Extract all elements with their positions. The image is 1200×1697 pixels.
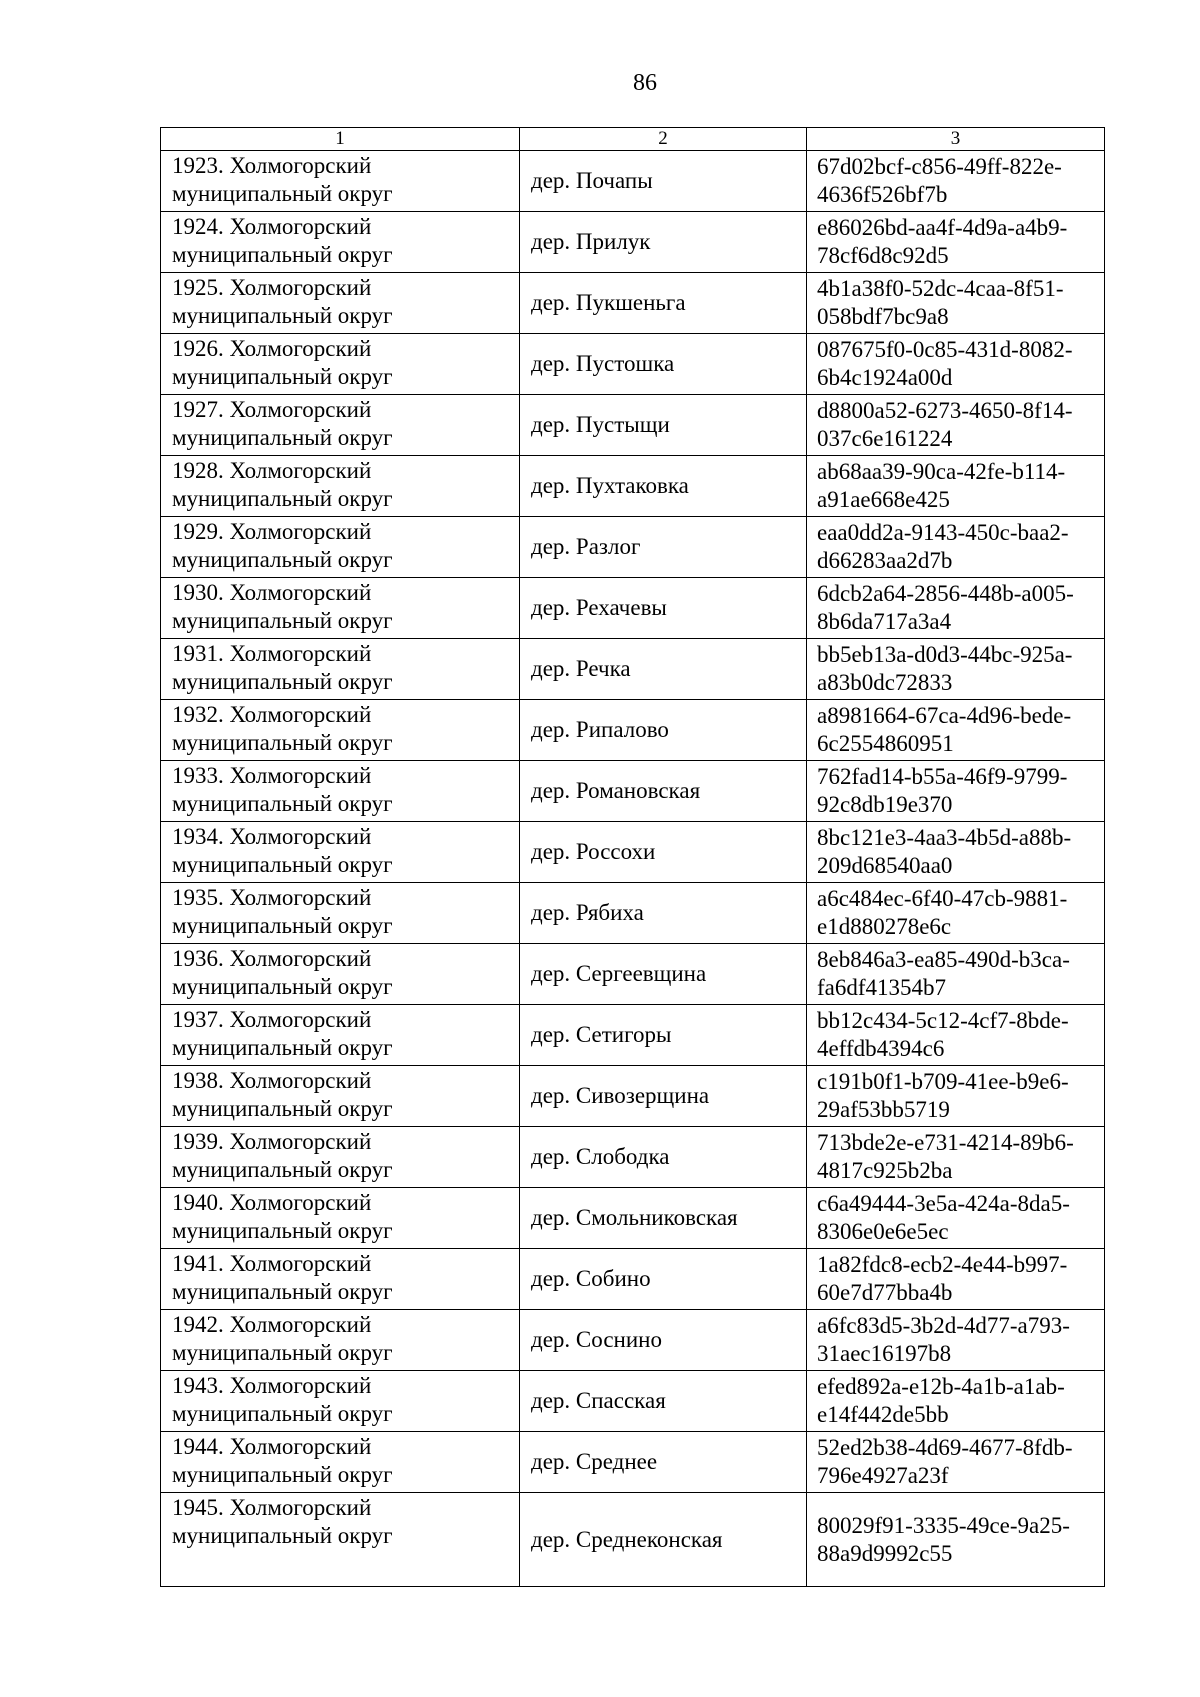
guid-cell: eaa0dd2a-9143-450c-baa2-d66283aa2d7b [807,517,1105,578]
column-header-3: 3 [807,128,1105,151]
municipality-cell: 1934. Холмогорский муниципальный округ [161,822,520,883]
guid-cell: 67d02bcf-c856-49ff-822e-4636f526bf7b [807,151,1105,212]
guid-cell: a6c484ec-6f40-47cb-9881-e1d880278e6c [807,883,1105,944]
municipality-cell: 1941. Холмогорский муниципальный округ [161,1249,520,1310]
municipality-cell: 1942. Холмогорский муниципальный округ [161,1310,520,1371]
municipality-cell: 1936. Холмогорский муниципальный округ [161,944,520,1005]
table-row [161,1432,1105,1493]
guid-cell: 8bc121e3-4aa3-4b5d-a88b-209d68540aa0 [807,822,1105,883]
settlement-cell: дер. Среднее [520,1432,807,1493]
municipality-cell: 1935. Холмогорский муниципальный округ [161,883,520,944]
guid-cell: 52ed2b38-4d69-4677-8fdb-796e4927a23f [807,1432,1105,1493]
settlement-cell: дер. Соснино [520,1310,807,1371]
settlement-cell: дер. Сетигоры [520,1005,807,1066]
guid-cell: d8800a52-6273-4650-8f14-037c6e161224 [807,395,1105,456]
municipality-cell: 1933. Холмогорский муниципальный округ [161,761,520,822]
guid-cell: e86026bd-aa4f-4d9a-a4b9-78cf6d8c92d5 [807,212,1105,273]
municipality-cell: 1938. Холмогорский муниципальный округ [161,1066,520,1127]
municipality-cell: 1927. Холмогорский муниципальный округ [161,395,520,456]
settlement-cell: дер. Слободка [520,1127,807,1188]
guid-cell: bb12c434-5c12-4cf7-8bde-4effdb4394c6 [807,1005,1105,1066]
municipality-cell: 1943. Холмогорский муниципальный округ [161,1371,520,1432]
settlement-cell: дер. Почапы [520,151,807,212]
settlement-cell: дер. Пукшеньга [520,273,807,334]
settlement-cell: дер. Спасская [520,1371,807,1432]
column-header-2: 2 [520,128,807,151]
table-row [161,1005,1105,1066]
table-row [161,1127,1105,1188]
guid-cell: efed892a-e12b-4a1b-a1ab-e14f442de5bb [807,1371,1105,1432]
settlement-cell: дер. Сивозерщина [520,1066,807,1127]
guid-cell: 80029f91-3335-49ce-9a25-88a9d9992c55 [807,1493,1105,1587]
municipality-cell: 1929. Холмогорский муниципальный округ [161,517,520,578]
guid-cell: 8eb846a3-ea85-490d-b3ca-fa6df41354b7 [807,944,1105,1005]
guid-cell: 762fad14-b55a-46f9-9799-92c8db19e370 [807,761,1105,822]
column-header-1: 1 [161,128,520,151]
table-body [161,151,1105,1587]
table-row [161,883,1105,944]
settlement-cell: дер. Россохи [520,822,807,883]
municipality-cell: 1928. Холмогорский муниципальный округ [161,456,520,517]
guid-cell: 713bde2e-e731-4214-89b6-4817c925b2ba [807,1127,1105,1188]
municipality-cell: 1945. Холмогорский муниципальный округ [161,1493,520,1587]
municipality-cell: 1930. Холмогорский муниципальный округ [161,578,520,639]
municipality-cell: 1926. Холмогорский муниципальный округ [161,334,520,395]
settlement-cell: дер. Сергеевщина [520,944,807,1005]
settlement-cell: дер. Романовская [520,761,807,822]
municipality-cell: 1931. Холмогорский муниципальный округ [161,639,520,700]
table-row [161,1310,1105,1371]
settlement-cell: дер. Рипалово [520,700,807,761]
guid-cell: c6a49444-3e5a-424a-8da5-8306e0e6e5ec [807,1188,1105,1249]
municipality-cell: 1944. Холмогорский муниципальный округ [161,1432,520,1493]
settlement-cell: дер. Пухтаковка [520,456,807,517]
settlements-table [160,127,1105,1587]
settlement-cell: дер. Речка [520,639,807,700]
municipality-cell: 1932. Холмогорский муниципальный округ [161,700,520,761]
settlement-cell: дер. Разлог [520,517,807,578]
table-row [161,822,1105,883]
table-row [161,639,1105,700]
guid-cell: a8981664-67ca-4d96-bede-6c2554860951 [807,700,1105,761]
table-row [161,395,1105,456]
settlement-cell: дер. Смольниковская [520,1188,807,1249]
table-row [161,944,1105,1005]
settlement-cell: дер. Пустошка [520,334,807,395]
page-number: 86 [633,70,657,96]
municipality-cell: 1937. Холмогорский муниципальный округ [161,1005,520,1066]
table-row [161,273,1105,334]
table-row [161,151,1105,212]
guid-cell: 6dcb2a64-2856-448b-a005-8b6da717a3a4 [807,578,1105,639]
municipality-cell: 1925. Холмогорский муниципальный округ [161,273,520,334]
guid-cell: 087675f0-0c85-431d-8082-6b4c1924a00d [807,334,1105,395]
table-row [161,1493,1105,1587]
municipality-cell: 1939. Холмогорский муниципальный округ [161,1127,520,1188]
table-row [161,334,1105,395]
guid-cell: c191b0f1-b709-41ee-b9e6-29af53bb5719 [807,1066,1105,1127]
table-row [161,456,1105,517]
table-row [161,578,1105,639]
guid-cell: ab68aa39-90ca-42fe-b114-a91ae668e425 [807,456,1105,517]
municipality-cell: 1924. Холмогорский муниципальный округ [161,212,520,273]
settlement-cell: дер. Собино [520,1249,807,1310]
table-header-row [161,128,1105,151]
table-row [161,1066,1105,1127]
table-row [161,212,1105,273]
table-row [161,517,1105,578]
settlement-cell: дер. Среднеконская [520,1493,807,1587]
table-row [161,1371,1105,1432]
table-row [161,1249,1105,1310]
municipality-cell: 1940. Холмогорский муниципальный округ [161,1188,520,1249]
guid-cell: a6fc83d5-3b2d-4d77-a793-31aec16197b8 [807,1310,1105,1371]
settlement-cell: дер. Прилук [520,212,807,273]
settlement-cell: дер. Рябиха [520,883,807,944]
municipality-cell: 1923. Холмогорский муниципальный округ [161,151,520,212]
guid-cell: bb5eb13a-d0d3-44bc-925a-a83b0dc72833 [807,639,1105,700]
guid-cell: 4b1a38f0-52dc-4caa-8f51-058bdf7bc9a8 [807,273,1105,334]
settlement-cell: дер. Пустыщи [520,395,807,456]
table-row [161,761,1105,822]
table-row [161,700,1105,761]
table-row [161,1188,1105,1249]
settlement-cell: дер. Рехачевы [520,578,807,639]
guid-cell: 1a82fdc8-ecb2-4e44-b997-60e7d77bba4b [807,1249,1105,1310]
